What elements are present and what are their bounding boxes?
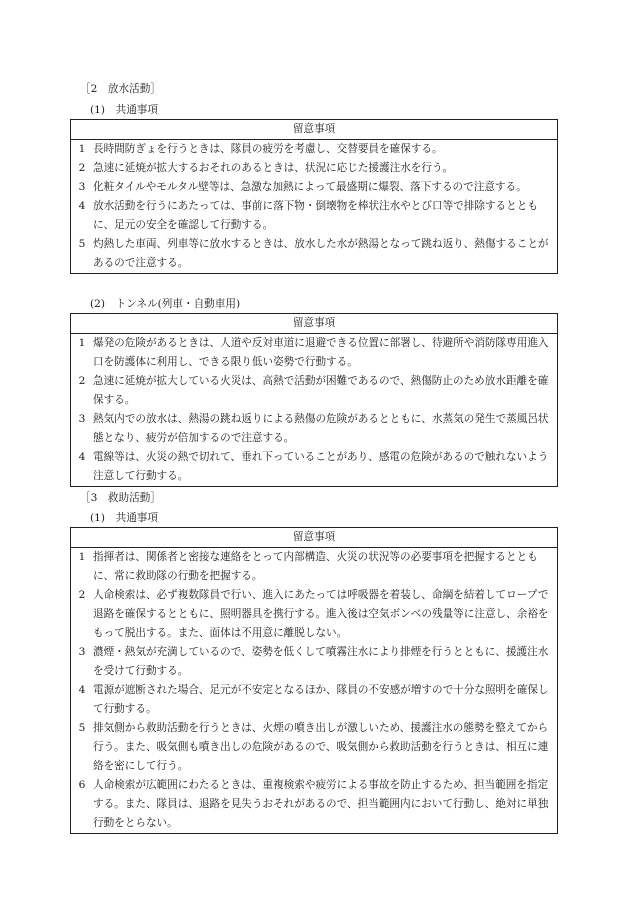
item-number: 3 bbox=[78, 181, 86, 193]
item-text: 指揮者は、関係者と密接な連絡をとって内部構造、火災の状況等の必要事項を把握するとともに、常に救助隊の行動を把握する。 bbox=[93, 551, 538, 582]
section-heading: ［2 放水活動］ bbox=[80, 83, 161, 95]
item-text: 爆発の危険があるときは、人道や反対車道に退避できる位置に部署し、待避所や消防隊専用進入口を防護体に利用し、できる限り低い姿勢で行動する。 bbox=[93, 337, 549, 368]
list-item bbox=[71, 178, 557, 197]
list-item bbox=[71, 719, 557, 776]
item-text: 放水活動を行うにあたっては、事前に落下物・倒壊物を棒状注水やとび口等で排除するとともに、足元の安全を確認して行動する。 bbox=[93, 200, 538, 231]
item-number: 4 bbox=[78, 451, 86, 463]
item-text: 電源が遮断された場合、足元が不安定となるほか、隊員の不安感が増すので十分な照明を確保して行動する。 bbox=[93, 684, 549, 715]
item-text: 濃煙・熱気が充満しているので、姿勢を低くして噴霧注水により排煙を行うとともに、援護注水を受けて行動する。 bbox=[93, 646, 549, 677]
item-number: 6 bbox=[78, 779, 86, 791]
list-item bbox=[71, 334, 557, 372]
item-text: 熱気内での放水は、熱湯の跳ね返りによる熱傷の危険があるとともに、水蒸気の発生で蒸風呂状態となり、疲労が倍加するので注意する。 bbox=[93, 413, 549, 444]
item-number: 1 bbox=[78, 337, 86, 349]
item-number: 5 bbox=[78, 238, 86, 250]
item-text: 電線等は、火災の熱で切れて、垂れ下っていることがあり、感電の危険があるので触れないよう注意して行動する。 bbox=[93, 451, 549, 482]
list-item bbox=[71, 643, 557, 681]
item-text: 排気側から救助活動を行うときは、火煙の噴き出しが激しいため、援護注水の態勢を整えてから行う。また、吸気側も噴き出しの危険があるので、吸気側から救助活動を行うときは、相互に連絡を密にして行う。 bbox=[93, 722, 549, 772]
section-heading: ［3 救助活動］ bbox=[80, 492, 161, 504]
item-text: 灼熱した車両、列車等に放水するときは、放水した水が熱湯となって跳ね返り、熱傷することがあるので注意する。 bbox=[93, 238, 549, 269]
subsection-title: (1) 共通事項 bbox=[90, 104, 158, 116]
item-number: 1 bbox=[78, 551, 86, 563]
notes-table bbox=[70, 313, 558, 487]
notes-table bbox=[70, 119, 558, 274]
item-number: 3 bbox=[78, 413, 86, 425]
list-item bbox=[71, 681, 557, 719]
item-text: 人命検索は、必ず複数隊員で行い、進入にあたっては呼吸器を着装し、命綱を結着してロープで退路を確保するとともに、照明器具を携行する。進入後は空気ボンベの残量等に注意し、余裕をもって脱出する。また、面体は不用意に離脱しない。 bbox=[93, 589, 549, 639]
item-number: 2 bbox=[78, 375, 86, 387]
item-number: 2 bbox=[78, 589, 86, 601]
item-text: 急速に延焼が拡大するおそれのあるときは、状況に応じた援護注水を行う。 bbox=[93, 162, 454, 174]
notes-table bbox=[70, 527, 558, 834]
table-header: 留意事項 bbox=[71, 528, 558, 548]
list-item bbox=[71, 235, 557, 273]
item-text: 人命検索が広範囲にわたるときは、重複検索や疲労による事故を防止するため、担当範囲を指定する。また、隊員は、退路を見失うおそれがあるので、担当範囲内において行動し、絶対に単独行動をとらない。 bbox=[93, 779, 549, 829]
table-header: 留意事項 bbox=[71, 120, 558, 140]
list-item bbox=[71, 140, 557, 159]
list-item bbox=[71, 776, 557, 833]
list-item bbox=[71, 448, 557, 486]
subsection-title: (1) 共通事項 bbox=[90, 512, 158, 524]
item-number: 5 bbox=[78, 722, 86, 734]
item-number: 1 bbox=[78, 143, 86, 155]
item-number: 2 bbox=[78, 162, 86, 174]
list-item bbox=[71, 159, 557, 178]
subsection-title: (2) トンネル(列車・自動車用) bbox=[90, 298, 241, 310]
list-item bbox=[71, 410, 557, 448]
item-text: 化粧タイルやモルタル壁等は、急激な加熱によって最盛期に爆裂、落下するので注意する。 bbox=[93, 181, 527, 193]
item-text: 長時間防ぎょを行うときは、隊員の疲労を考慮し、交替要員を確保する。 bbox=[93, 143, 443, 155]
item-text: 急速に延焼が拡大している火災は、高熱で活動が困難であるので、熱傷防止のため放水距離を確保する。 bbox=[93, 375, 549, 406]
list-item bbox=[71, 197, 557, 235]
item-number: 3 bbox=[78, 646, 86, 658]
item-number: 4 bbox=[78, 200, 86, 212]
list-item bbox=[71, 586, 557, 643]
list-item bbox=[71, 372, 557, 410]
item-number: 4 bbox=[78, 684, 86, 696]
list-item bbox=[71, 548, 557, 586]
table-header: 留意事項 bbox=[71, 314, 558, 334]
